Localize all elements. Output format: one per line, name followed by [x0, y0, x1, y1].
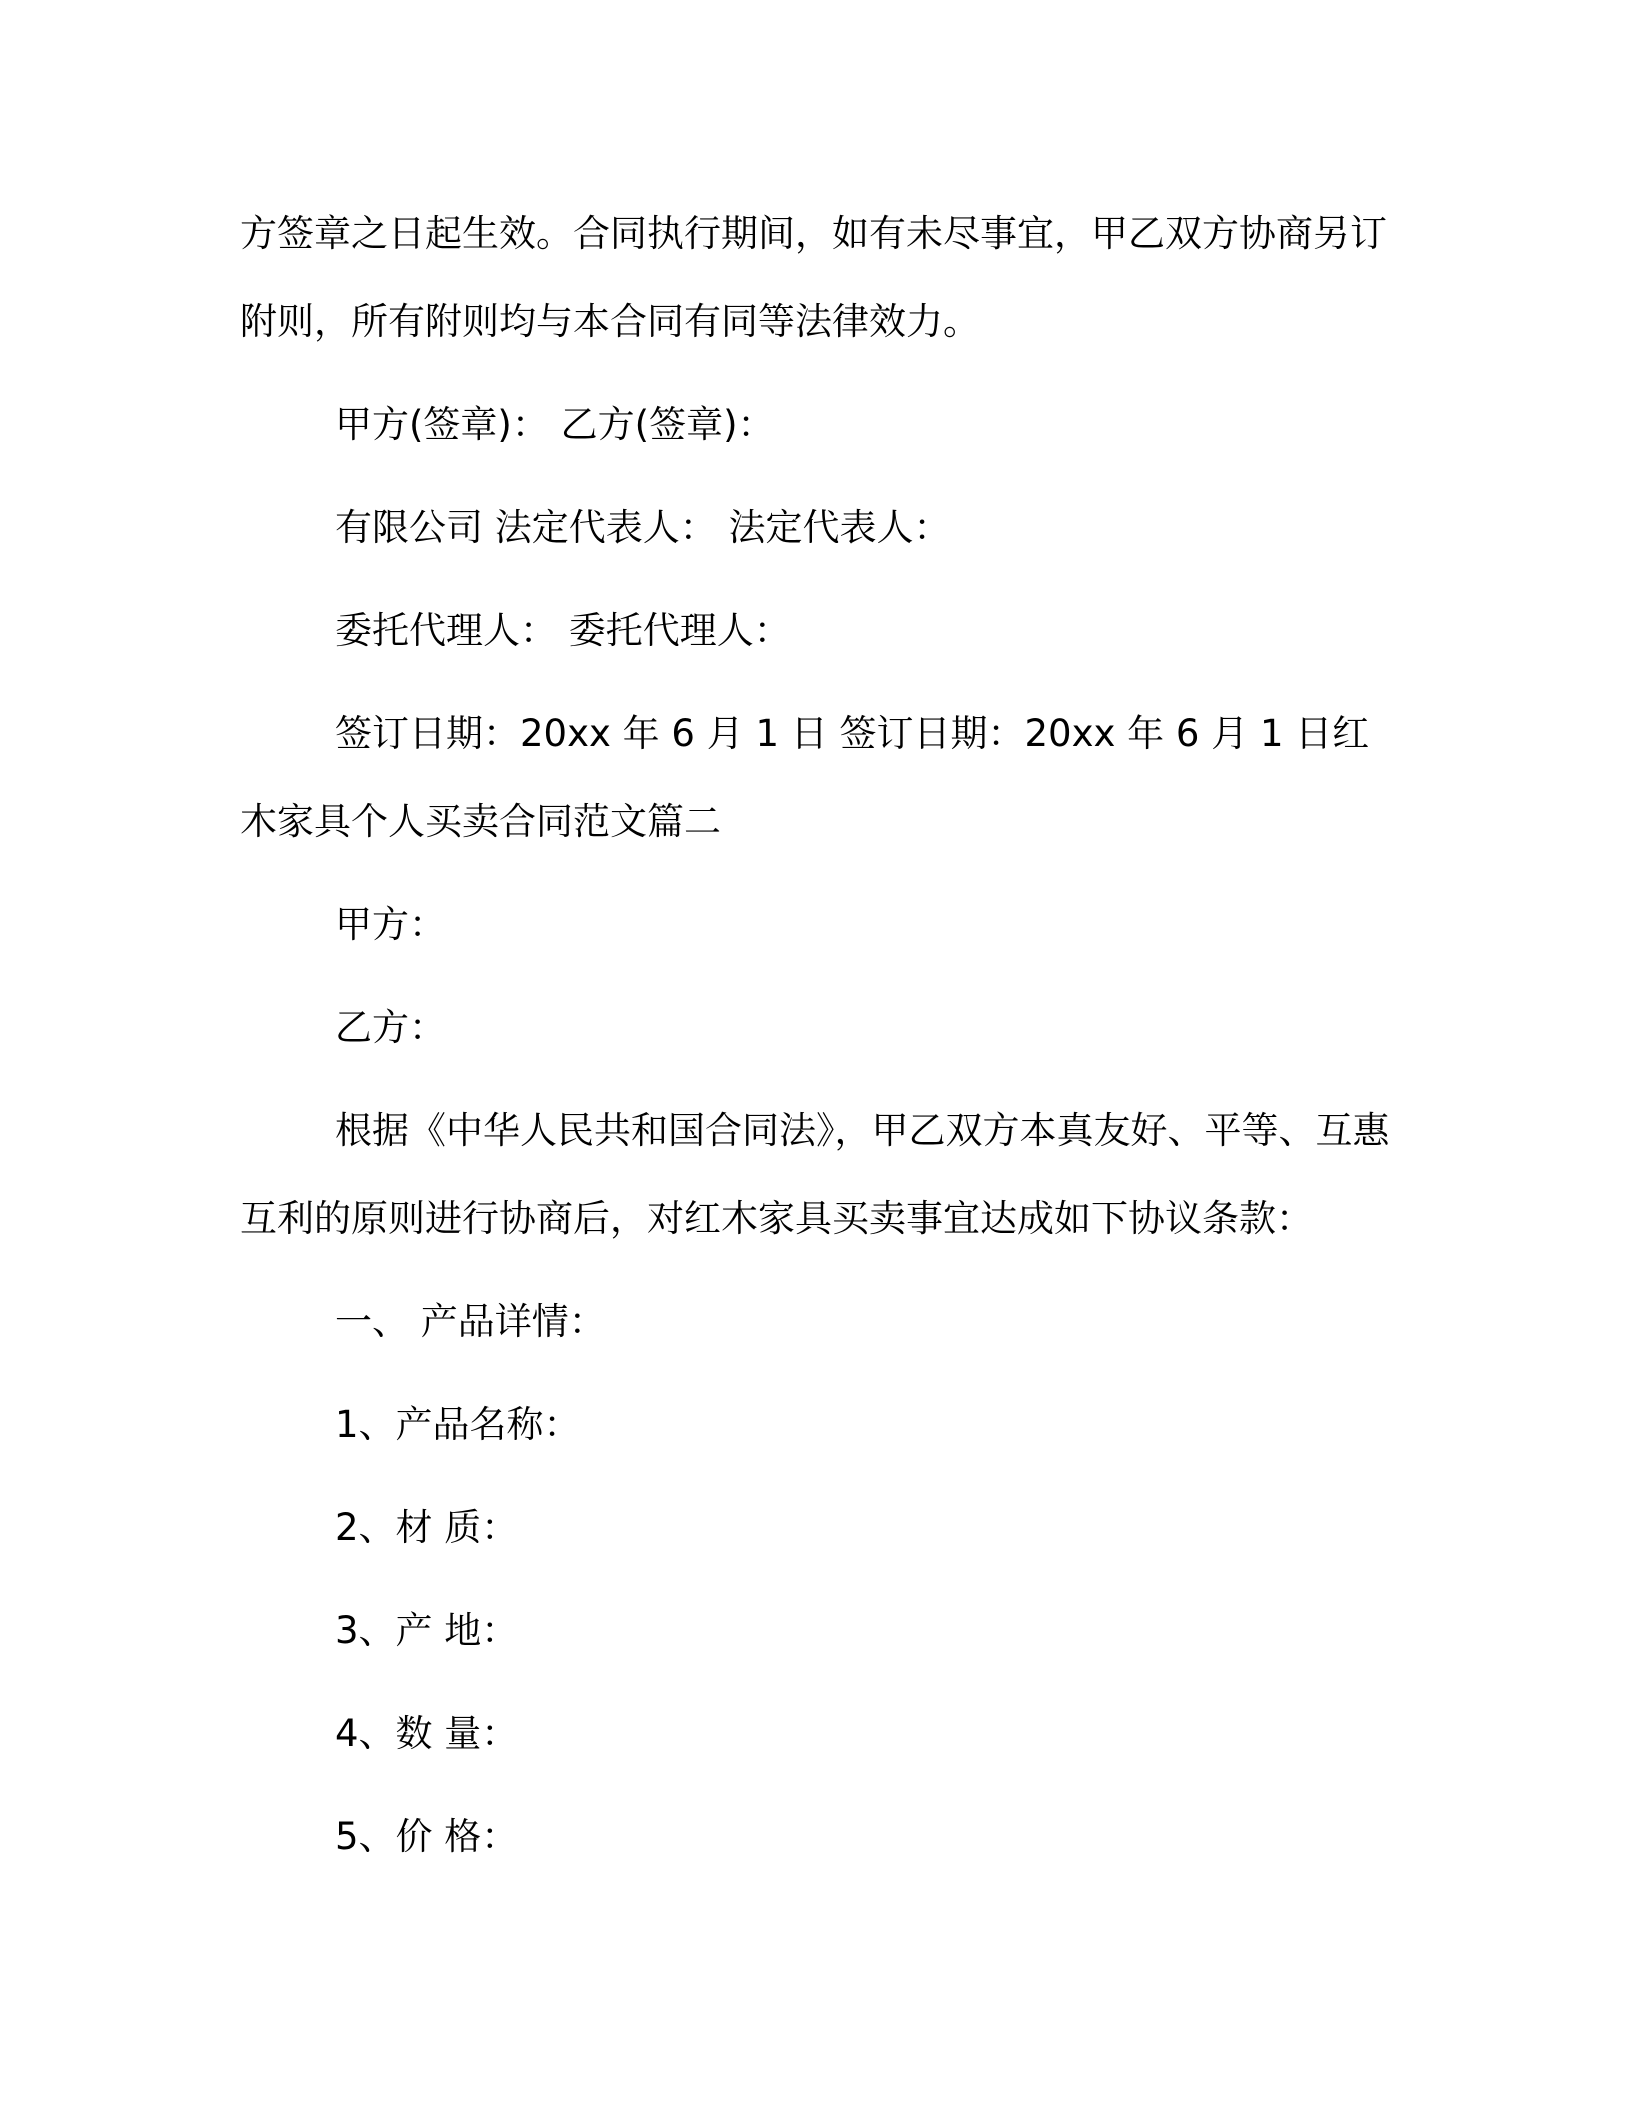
list-item-origin: 3、产 地：	[335, 1609, 519, 1652]
paragraph-legal-representatives: 有限公司 法定代表人： 法定代表人：	[335, 506, 951, 549]
section-heading-product-details: 一、 产品详情：	[335, 1300, 606, 1343]
paragraph-party-a: 甲方：	[335, 903, 446, 946]
paragraph-signatures: 甲方(签章)： 乙方(签章)：	[335, 403, 775, 446]
list-item-price: 5、价 格：	[335, 1815, 519, 1858]
paragraph-party-b: 乙方：	[335, 1006, 446, 1049]
list-item-quantity: 4、数 量：	[335, 1712, 519, 1755]
list-item-material: 2、材 质：	[335, 1506, 519, 1549]
document-body	[240, 190, 1390, 1896]
paragraph-effectivity: 方签章之日起生效。合同执行期间，如有未尽事宜，甲乙双方协商另订附则，所有附则均与本合同有同等法律效力。	[240, 212, 1387, 343]
paragraph-signing-dates: 签订日期：20xx 年 6 月 1 日 签订日期：20xx 年 6 月 1 日红木家具个人买卖合同范文篇二	[240, 712, 1370, 843]
list-item-product-name: 1、产品名称：	[335, 1403, 581, 1446]
paragraph-preamble: 根据《中华人民共和国合同法》，甲乙双方本真友好、平等、互惠互利的原则进行协商后，对红木家具买卖事宜达成如下协议条款：	[240, 1109, 1390, 1240]
paragraph-agents: 委托代理人： 委托代理人：	[335, 609, 791, 652]
